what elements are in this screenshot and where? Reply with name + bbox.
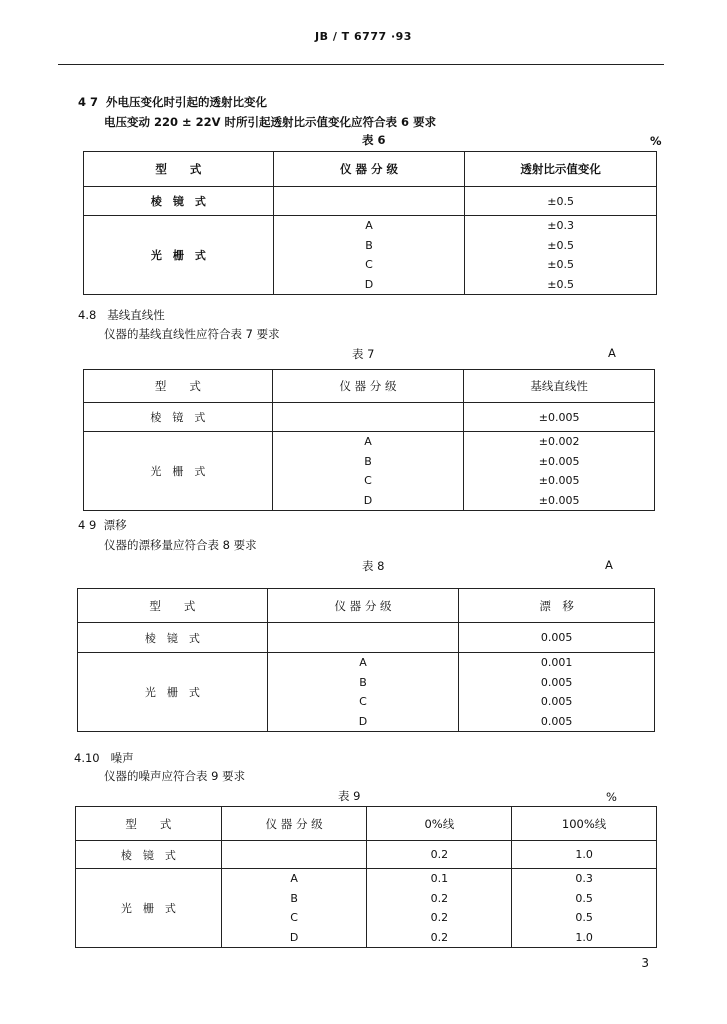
grating-grades	[273, 216, 465, 295]
prism-grade-cell	[273, 187, 465, 216]
grade-a: A	[365, 219, 373, 232]
value-d: ±0.005	[538, 493, 580, 507]
col-header-value: 漂 移	[459, 589, 655, 623]
grade-c: C	[359, 695, 367, 708]
col-header-type: 型 式	[78, 589, 268, 623]
section-4-7-heading	[78, 94, 267, 110]
prism-value-hundred: 1.0	[512, 841, 657, 869]
section-number: 4.10	[74, 751, 100, 765]
section-number: 4 9	[78, 518, 97, 532]
table-8	[77, 588, 655, 732]
grating-type-label: 光 栅 式	[84, 432, 273, 511]
table-7-title: 表 7	[352, 347, 375, 361]
table-9	[75, 806, 657, 948]
grade-b: B	[365, 238, 373, 252]
prism-value: 0.005	[459, 623, 655, 653]
section-4-8-heading	[78, 307, 165, 323]
section-number: 4.8	[78, 308, 97, 322]
col-header-zero-line: 0%线	[367, 807, 512, 841]
section-4-9-heading	[78, 517, 127, 533]
grating-values-hundred	[512, 869, 657, 948]
prism-type-label: 棱 镜 式	[84, 187, 274, 216]
table-6-title: 表 6	[362, 133, 386, 147]
table-7	[83, 369, 655, 511]
section-number: 4 7	[78, 95, 99, 109]
col-header-type: 型 式	[76, 807, 222, 841]
table-6-unit: %	[650, 134, 662, 148]
table-6	[83, 151, 657, 295]
section-title: 外电压变化时引起的透射比变化	[106, 95, 268, 109]
grating-grades	[267, 653, 459, 732]
value-d: 1.0	[575, 930, 593, 944]
grade-c: C	[365, 258, 373, 271]
grating-grades	[272, 432, 464, 511]
prism-grade-cell	[267, 623, 459, 653]
grade-b: B	[359, 675, 367, 689]
grating-type-label: 光 栅 式	[76, 869, 222, 948]
grating-values	[459, 653, 655, 732]
value-c: 0.2	[430, 911, 449, 924]
col-header-type: 型 式	[84, 152, 274, 187]
grade-d: D	[289, 930, 299, 944]
value-d: ±0.5	[547, 277, 575, 291]
value-a: 0.001	[540, 656, 573, 669]
grade-b: B	[290, 891, 298, 905]
grade-d: D	[358, 714, 368, 728]
header-rule	[58, 64, 664, 65]
grade-d: D	[363, 493, 373, 507]
grating-type-label: 光 栅 式	[78, 653, 268, 732]
section-4-10-heading	[74, 750, 134, 766]
col-header-grade: 仪 器 分 级	[267, 589, 459, 623]
value-d: 0.005	[540, 714, 573, 728]
value-c: ±0.005	[538, 474, 580, 487]
value-c: ±0.5	[547, 258, 575, 271]
table-9-title: 表 9	[338, 789, 361, 803]
grating-values	[464, 432, 655, 511]
col-header-hundred-line: 100%线	[512, 807, 657, 841]
prism-type-label: 棱 镜 式	[76, 841, 222, 869]
prism-value-zero: 0.2	[367, 841, 512, 869]
value-b: 0.2	[430, 891, 449, 905]
col-header-grade: 仪 器 分 级	[272, 370, 464, 403]
prism-value: ±0.5	[465, 187, 657, 216]
col-header-value: 透射比示值变化	[465, 152, 657, 187]
grating-values-zero	[367, 869, 512, 948]
grating-values	[465, 216, 657, 295]
prism-type-label: 棱 镜 式	[78, 623, 268, 653]
grade-a: A	[359, 656, 367, 669]
value-a: 0.3	[575, 872, 593, 885]
grade-a: A	[290, 872, 298, 885]
grating-type-label: 光 栅 式	[84, 216, 274, 295]
section-4-9-text: 仪器的漂移量应符合表 8 要求	[104, 538, 257, 552]
col-header-value: 基线直线性	[464, 370, 655, 403]
grade-a: A	[364, 435, 372, 448]
value-b: ±0.005	[538, 454, 580, 468]
grating-grades	[221, 869, 367, 948]
section-4-8-text: 仪器的基线直线性应符合表 7 要求	[104, 327, 280, 341]
document-header: JB / T 6777 ·93	[315, 30, 412, 43]
col-header-grade: 仪 器 分 级	[221, 807, 367, 841]
table-7-unit: A	[608, 346, 616, 360]
grade-c: C	[364, 474, 372, 487]
value-a: ±0.002	[538, 435, 580, 448]
page-number: 3	[641, 956, 649, 970]
section-title: 基线直线性	[107, 308, 165, 322]
col-header-type: 型 式	[84, 370, 273, 403]
grade-b: B	[364, 454, 372, 468]
value-b: 0.5	[575, 891, 593, 905]
value-c: 0.005	[540, 695, 573, 708]
value-d: 0.2	[430, 930, 449, 944]
prism-value: ±0.005	[464, 403, 655, 432]
value-c: 0.5	[575, 911, 593, 924]
section-4-7-text: 电压变动 220 ± 22V 时所引起透射比示值变化应符合表 6 要求	[104, 115, 437, 129]
section-title: 噪声	[110, 751, 134, 765]
grade-c: C	[290, 911, 298, 924]
prism-grade-cell	[221, 841, 367, 869]
value-b: 0.005	[540, 675, 573, 689]
grade-d: D	[364, 277, 374, 291]
prism-type-label: 棱 镜 式	[84, 403, 273, 432]
section-title: 漂移	[103, 518, 127, 532]
value-b: ±0.5	[547, 238, 575, 252]
table-8-title: 表 8	[362, 559, 385, 573]
section-4-10-text: 仪器的噪声应符合表 9 要求	[104, 769, 246, 783]
table-8-unit: A	[605, 558, 613, 572]
value-a: ±0.3	[547, 219, 575, 232]
table-9-unit: %	[606, 790, 617, 804]
value-a: 0.1	[430, 872, 449, 885]
prism-grade-cell	[272, 403, 464, 432]
col-header-grade: 仪 器 分 级	[273, 152, 465, 187]
